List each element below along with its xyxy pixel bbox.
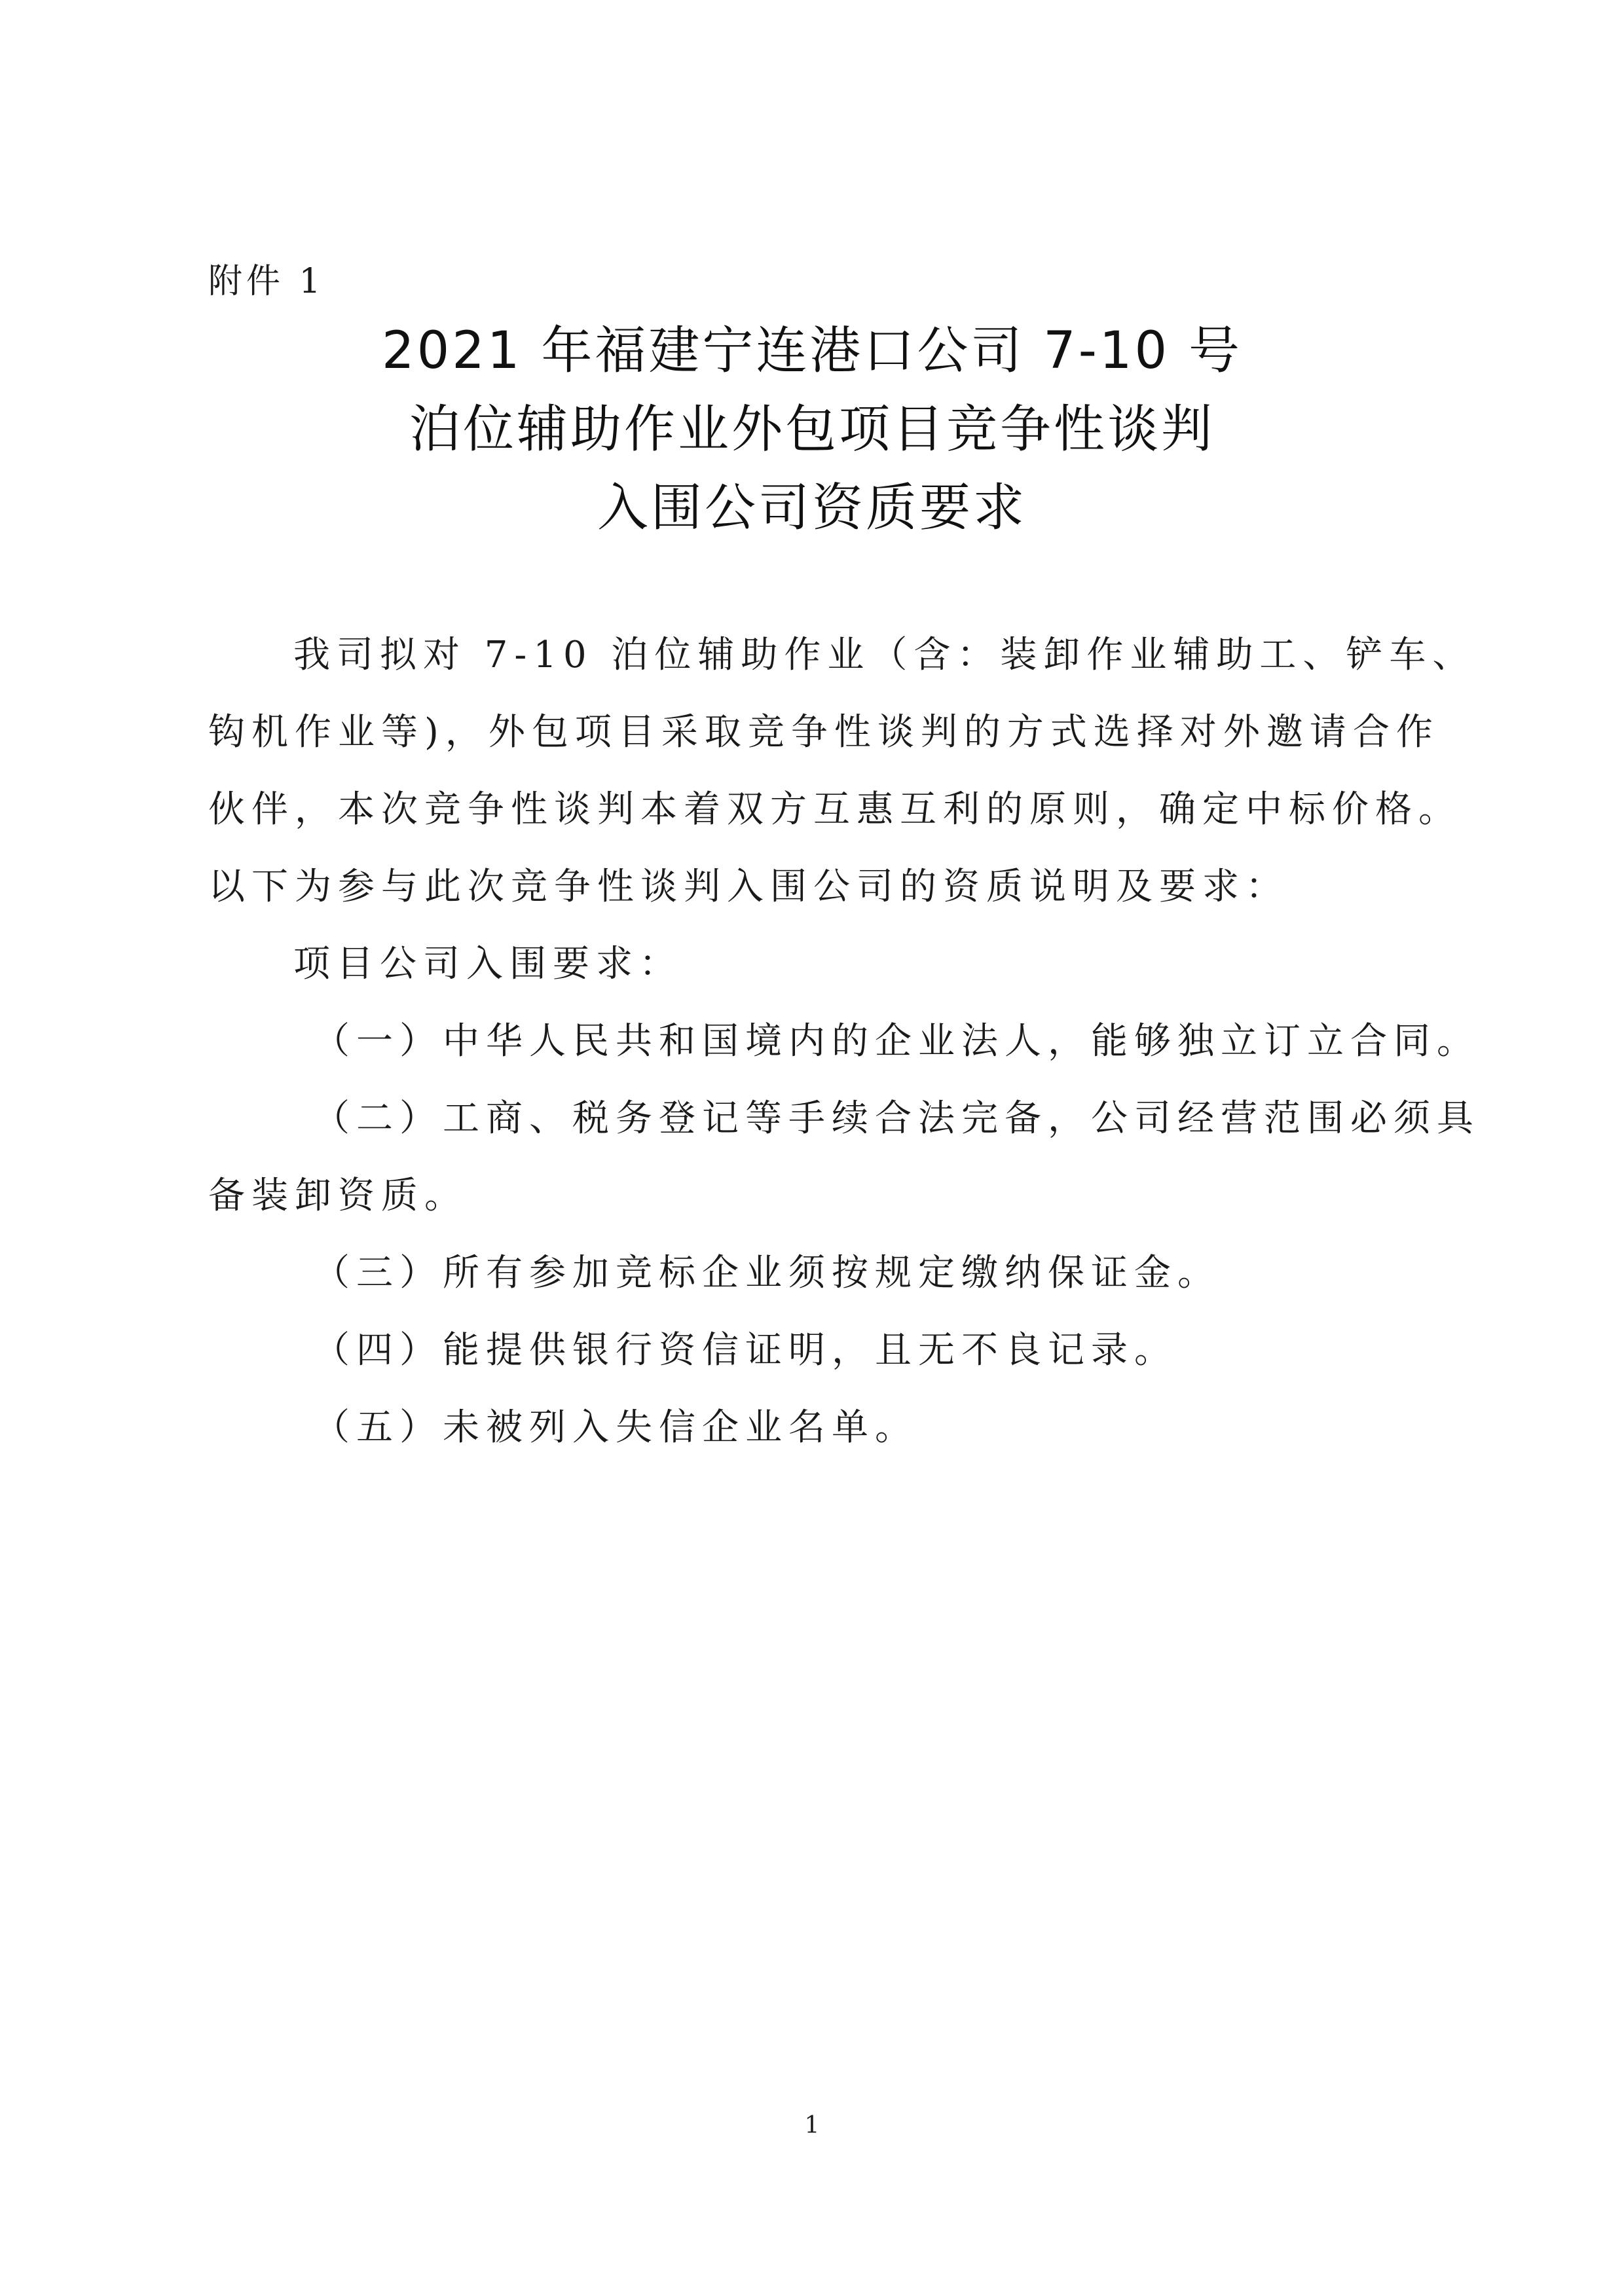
attachment-label: 附件 1 (208, 262, 325, 301)
requirement-item-2-continuation: 备装卸资质。 (208, 1175, 468, 1217)
requirement-item-4: （四）能提供银行资信证明，且无不良记录。 (313, 1329, 1177, 1372)
intro-line-4: 以下为参与此次竞争性谈判入围公司的资质说明及要求： (208, 866, 1289, 908)
title-line-1: 2021 年福建宁连港口公司 7-10 号 (382, 321, 1242, 380)
requirement-item-1: （一）中华人民共和国境内的企业法人，能够独立订立合同。 (313, 1020, 1480, 1063)
requirement-item-2: （二）工商、税务登记等手续合法完备，公司经营范围必须具 (313, 1097, 1480, 1140)
intro-line-2: 钩机作业等)，外包项目采取竞争性谈判的方式选择对外邀请合作 (208, 711, 1439, 754)
requirement-item-5: （五）未被列入失信企业名单。 (313, 1406, 918, 1449)
title-line-3: 入围公司资质要求 (597, 479, 1027, 538)
intro-line-3: 伙伴，本次竞争性谈判本着双方互惠互利的原则，确定中标价格。 (208, 788, 1462, 831)
requirements-heading: 项目公司入围要求： (293, 943, 682, 985)
intro-line-1: 我司拟对 7-10 泊位辅助作业（含：装卸作业辅助工、铲车、 (293, 634, 1476, 676)
requirement-item-3: （三）所有参加竞标企业须按规定缴纳保证金。 (313, 1252, 1221, 1294)
page-number: 1 (804, 2112, 820, 2139)
title-line-2: 泊位辅助作业外包项目竞争性谈判 (409, 400, 1215, 459)
